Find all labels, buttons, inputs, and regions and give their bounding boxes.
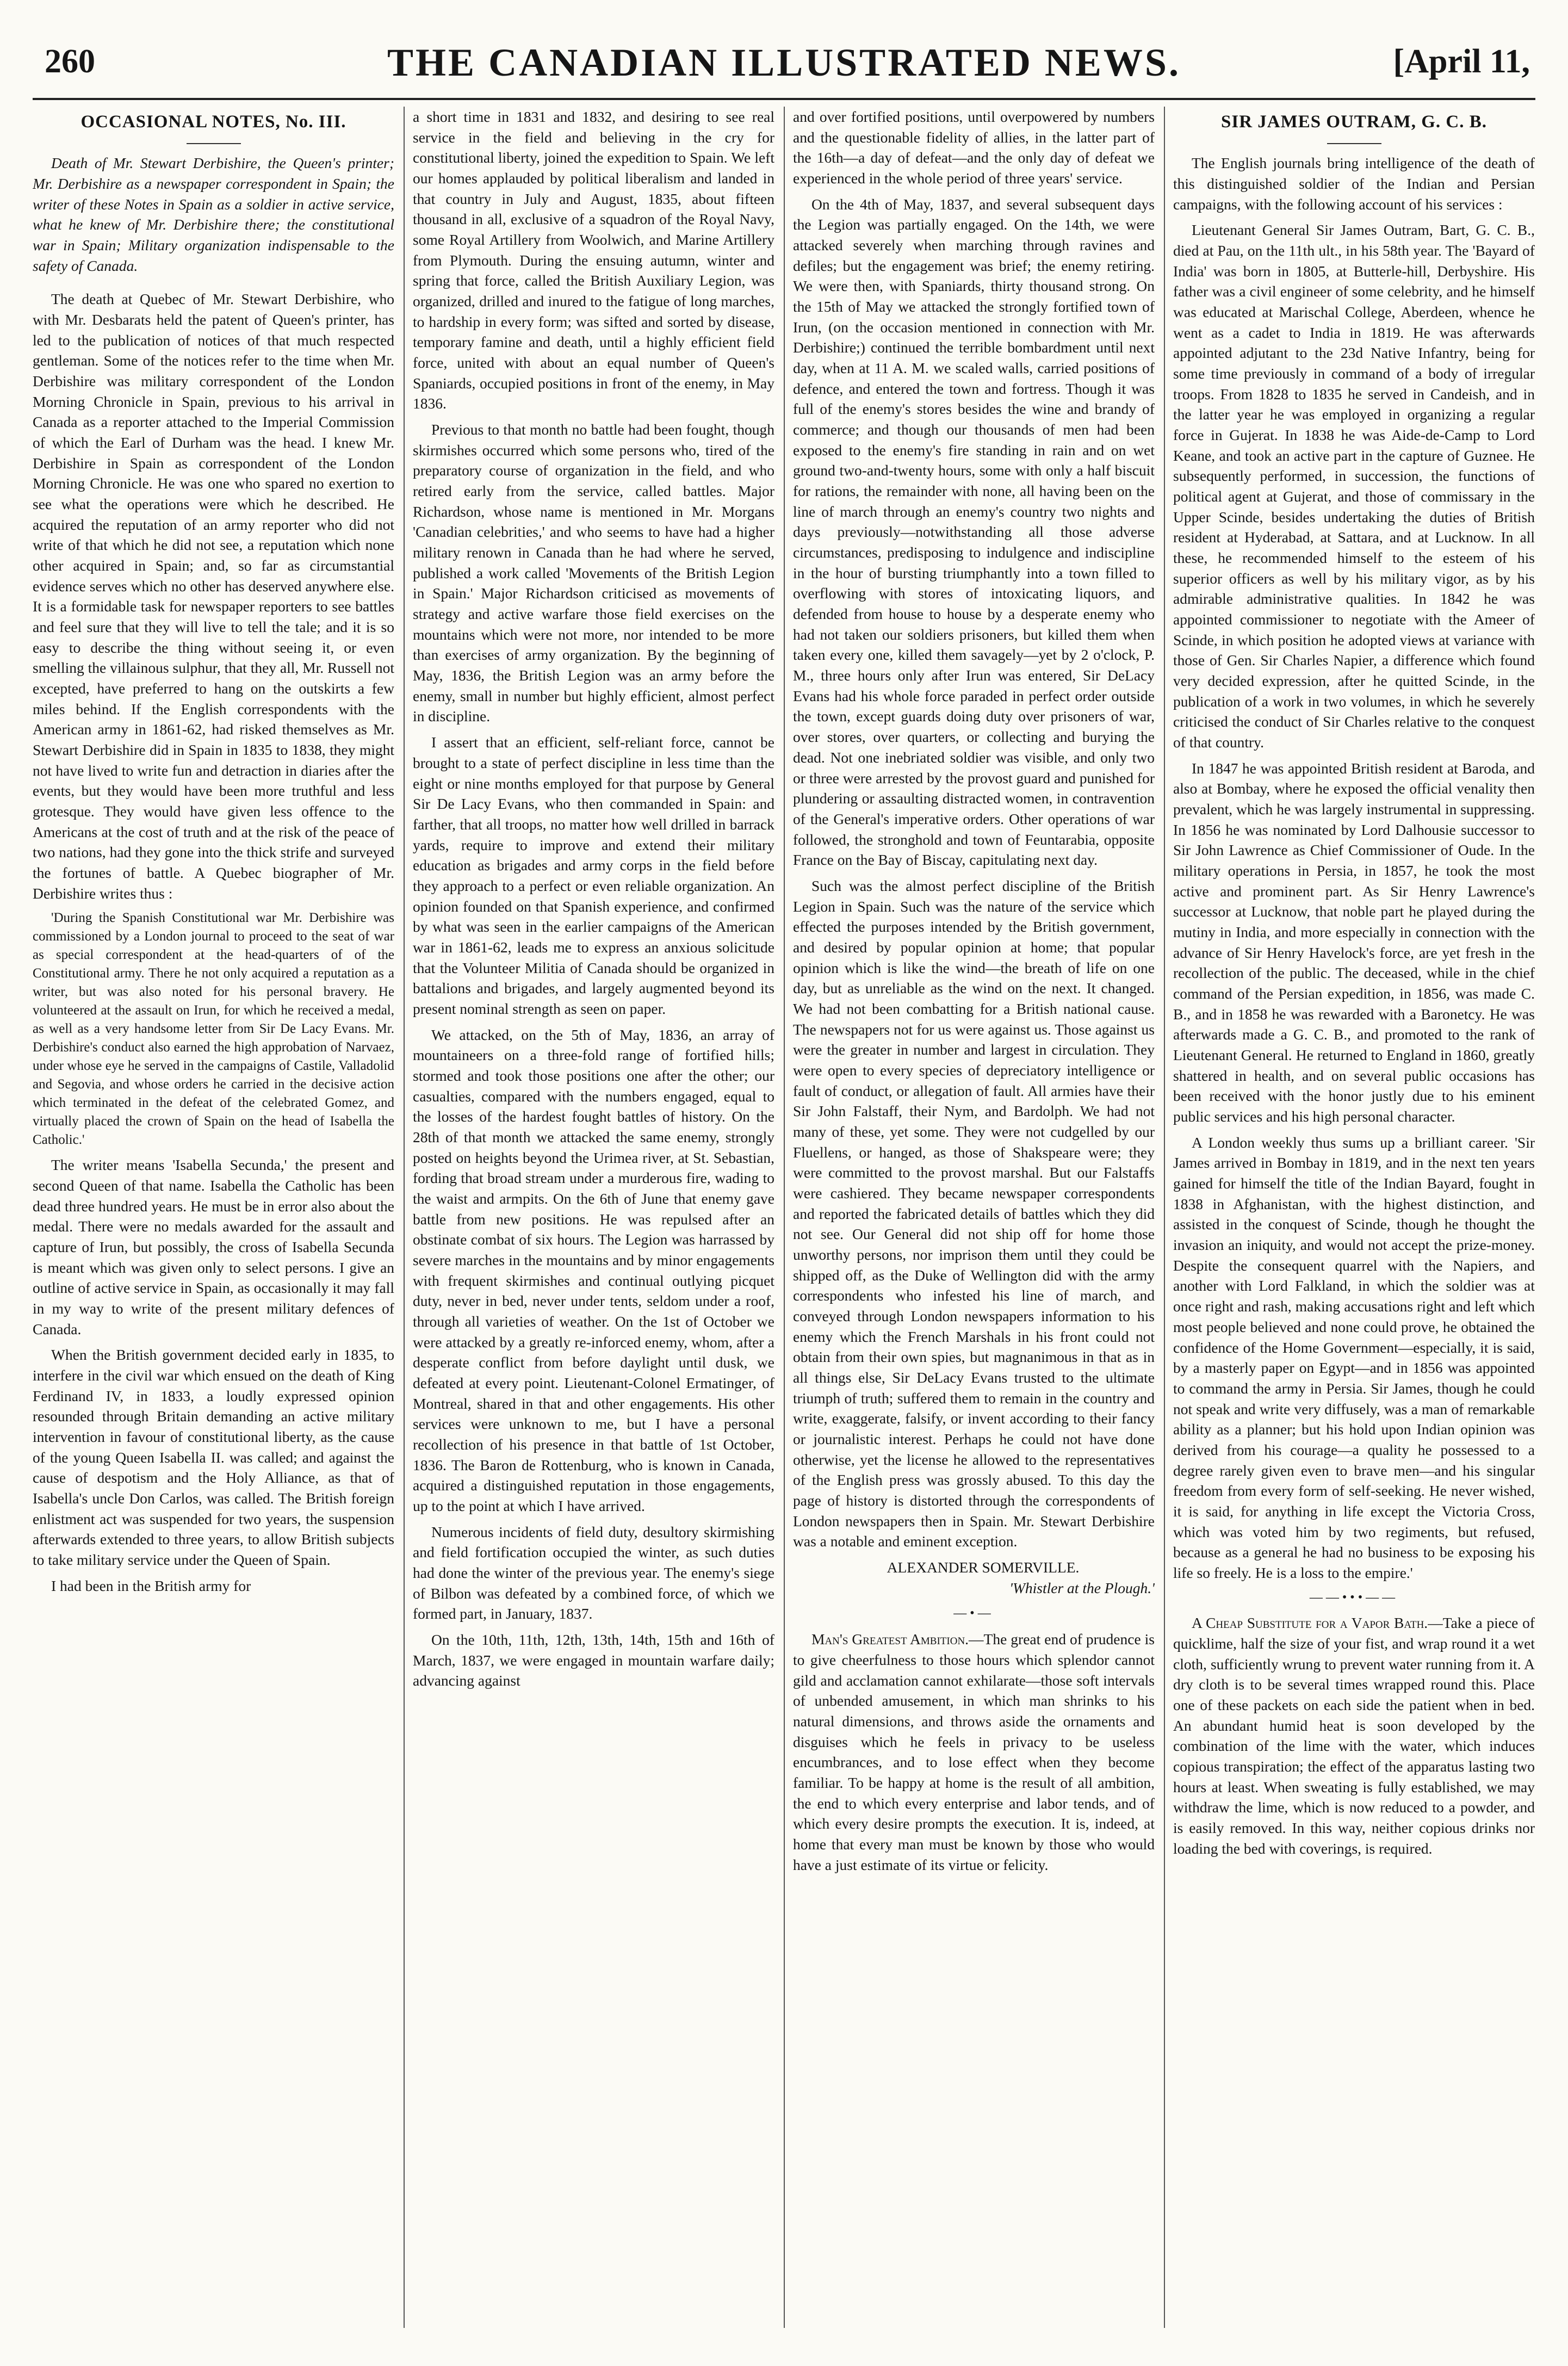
column-rule <box>1164 107 1165 2328</box>
column-1 <box>33 107 394 2328</box>
paragraph-vapor-bath <box>1173 1613 1535 1859</box>
paragraph: The writer means 'Isabella Secunda,' the present and second Queen of that name. Isabella the Catholic has been dead three hundred years. He must be in error also about the medal. There were no medals awarded for the assault and capture of Irun, but possibly, the cross of Isabella Secunda is meant which was given only to select persons. I give an outline of active service in Spain, as occasionally it may fall in my way to write of the present military defences of Canada. <box>33 1156 394 1337</box>
paragraph: Numerous incidents of field duty, desultory skirmishing and field fortification occupied the winter, as such duties had done the winter of the previous year. The enemy's siege of Bilbon was defeated by a combined force, of which we formed part, in January, 1837. <box>413 1523 774 1622</box>
paragraph-body: —Take a piece of quicklime, half the size of your fist, and wrap round it a wet cloth, sufficiently wrung to prevent water running from it. A dry cloth is to be several times wrapped round this. Place one of these packets on each side the patient when in bed. An abundant humid heat is soon developed by the combination of the lime with the water, which induces copious transpiration; the effect of the apparatus lasting two hours at least. When sweating is fully established, we may withdraw the lime, which is now reduced to a powder, and is easily removed. In this way, neither copious drinks nor loading the bed with coverings, is required. <box>1173 1614 1535 1857</box>
paragraph: In 1847 he was appointed British resident at Baroda, and also at Bombay, where he exposed the official venality then prevalent, which he was largely instrumental in suppressing. In 1856 he was nominated by Lord Dalhousie successor to Sir John Lawrence as Chief Commissioner of Oude. In the military operations in Persia, in 1857, he took the most active and prominent part. As Sir Henry Lawrence's successor at Lucknow, that noble part he played during the mutiny in India, and more especially in connection with the advance of Sir Henry Havelock's force, are yet fresh in the recollection of the public. The deceased, while in the chief command of the Persian expedition, in 1856, was made C. B., and in 1858 he was rewarded with a Baronetcy. He was afterwards made a G. C. B., and promoted to the rank of Lieutenant General. He returned to England in 1860, greatly shattered in health, and on several public occasions has been received with the honor justly due to his eminent public services and his high personal character. <box>1173 759 1535 1125</box>
paragraph: The English journals bring intelligence of the death of this distinguished soldier of the Indian and Persian campaigns, with the following account of his services : <box>1173 154 1535 213</box>
column-3 <box>793 107 1155 2328</box>
paragraph: When the British government decided early in 1835, to interfere in the civil war which ensued on the death of King Ferdinand IV, in 1833, a loudly expressed opinion resounded through Britain demanding an active military intervention in favour of constitutional liberty, as the cause of the young Queen Isabella II. was called; and against the cause of despotism and the Holy Alliance, as that of Isabella's uncle Don Carlos, was called. The British foreign enlistment act was suspended for two years, the suspension afterwards extended to three years, to allow British subjects to take military service under the Queen of Spain. <box>33 1346 394 1569</box>
author-byline: 'Whistler at the Plough.' <box>1009 1579 1155 1596</box>
section-divider-ornament: ——•••—— <box>1309 1590 1399 1605</box>
columns <box>33 107 1535 2328</box>
section-divider-ornament: —•— <box>953 1606 994 1621</box>
paragraph: I assert that an efficient, self-reliant force, cannot be brought to a state of perfect discipline in less time than the eight or nine months employed for that purpose by General Sir De Lacy Evans, who then commanded in Spain: and farther, that all troops, no matter how well drilled in barrack yards, require to improve and extend their military education as brigades and army corps in the field before they approach to a perfect or even reliable organization. An opinion founded on that Spanish experience, and confirmed by what was seen in the earlier campaigns of the American war in 1861-62, leads me to express an anxious solicitude that the Volunteer Militia of Canada should be organized in battalions and brigades, and largely augmented beyond its present nominal strength as seen on paper. <box>413 734 774 1017</box>
paragraph: and over fortified positions, until overpowered by numbers and the questionable fidelity of allies, in the latter part of the 16th—a day of defeat—and the only day of defeat we experienced in the whole period of three years' service. <box>793 108 1155 187</box>
author-signature: ALEXANDER SOMERVILLE. <box>887 1559 1080 1576</box>
paragraph: The death at Quebec of Mr. Stewart Derbishire, who with Mr. Desbarats held the patent of Queen's printer, has led to the publication of notices of that much respected gentleman. Some of the notices refer to the time when Mr. Derbishire was military correspondent of the London Morning Chronicle in Spain, previous to his arrival in Canada as a reporter attached to the Imperial Commission of which the Earl of Durham was the head. I knew Mr. Derbishire in Spain as correspondent of the London Morning Chronicle. He was one who spared no exertion to see what the operations were which he described. He acquired the reputation of an army reporter who did not write of that which he did not see, a reputation which none other acquired in Spain; and, so far as circumstantial evidence serves which no other has deserved anywhere else. It is a formidable task for newspaper reporters to see battles and feel sure that they will live to tell the tale; and it is so easy to describe the thing without seeing it, or even smelling the villainous sulphur, that they all, Mr. Russell not excepted, have preferred to hang on the outskirts a few miles behind. If the English correspondents with the American army in 1861-62, had risked themselves as Mr. Stewart Derbishire did in Spain in 1835 to 1838, they might not have lived to write fun and detraction in diaries after the events, but they would have been more truthful and less grotesque. They would have given less offence to the Americans at the cost of truth and at the risk of the peace of two nations, had they gone into the thick strife and surveyed the fortunes of battle. A Quebec biographer of Mr. Derbishire writes thus : <box>33 290 394 902</box>
column-4 <box>1173 107 1535 2328</box>
paragraph: On the 4th of May, 1837, and several subsequent days the Legion was partially engaged. On the 14th, we were attacked severely when marching through ravines and defiles; but the engagement was brief; the enemy retiring. We were then, with Spaniards, thirty thousand strong. On the 15th of May we attacked the strongly fortified town of Irun, (on the occasion mentioned in connection with Mr. Derbishire;) continued the terrible bombardment until next day, when at 11 A. M. we scaled walls, carried positions of defence, and entered the town and fortress. Though it was full of the enemy's stores besides the wine and brandy of commerce; and though our thousands of men had been exposed to the enemy's fire standing in rain and on wet ground two-and-twenty hours, some with only a half biscuit for rations, the remainder with none, all having been on the line of march through an enemy's country two nights and days previously—notwithstanding all those adverse circumstances, predisposing to indulgence and indiscipline in the hour of bursting triumphantly into a town filled to overflowing with stores of intoxicating liquors, and defended from house to house by a desperate enemy who had not taken our soldiers prisoners, but killed them when taken every one, killed them savagely—yet by 2 o'clock, P. M., three hours only after Irun was entered, Sir DeLacy Evans had his whole force paraded in perfect order outside the town, except guards doing duty over prisoners of war, over stores, over quarters, or collecting and burying the dead. Not one inebriated soldier was visible, and only two or three were arrested by the provost guard and punished for plundering or assaulting distracted women, in contravention of the General's imperative orders. Other operations of war followed, the stronghold and town of Feuntarabia, opposite France on the Bay of Biscay, capitulating next day. <box>793 195 1155 869</box>
paragraph-lead-in: A Cheap Substitute for a Vapor Bath. <box>1192 1614 1428 1632</box>
paragraph: A London weekly thus sums up a brilliant career. 'Sir James arrived in Bombay in 1819, and in the next ten years gained for himself the title of the Indian Bayard, fought in 1838 in Afghanistan, with the highest distinction, and assisted in the conquest of Scinde, though he thought the invasion an iniquity, and would not accept the prize-money. Despite the consequent quarrel with the Napiers, and another with Lord Falkland, in which the soldier was at once right and rash, making accusations right and left which most people believed and none could prove, he obtained the confidence of the Home Government—especially, it is said, by a masterly paper on Egypt—and in 1856 was appointed to command the army in Persia. Sir James, though he could not speak and write very diffusely, was a man of remarkable ability as a planner; but his hold upon Indian opinion was derived from his courage—a quality he possessed to a degree rarely given even to brave men—and his singular freedom from every form of self-seeking. He never wished, it is said, for anything in life except the Victoria Cross, which was voted him by two regiments, but refused, because as a general he had no business to be exposing his life so freely. He is a loss to the empire.' <box>1173 1134 1535 1581</box>
paragraph-mans-greatest-ambition <box>793 1629 1155 1875</box>
page-number: 260 <box>45 43 95 80</box>
article-summary: Death of Mr. Stewart Derbishire, the Queen's printer; Mr. Derbishire as a newspaper correspondent in Spain; the writer of these Notes in Spain as a soldier in active service, what he knew of Mr. Derbishire there; the constitutional war in Spain; Military organization indispensable to the safety of Canada. <box>33 154 394 274</box>
paragraph: We attacked, on the 5th of May, 1836, an array of mountaineers on a three-fold range of fortified hills; stormed and took those positions one after the other; our casualties, compared with the numbers engaged, equal to the losses of the hardest fought battles of history. On the 28th of that month we attacked the same enemy, strongly posted on heights beyond the Urimea river, at St. Sebastian, fording that broad stream under a murderous fire, wading to the waist and armpits. On the 6th of June that enemy gave battle from new positions. He was repulsed after an obstinate combat of six hours. The Legion was harrassed by severe marches in the mountains and by minor engagements with frequent skirmishes and continual outlying picquet duty, never in bed, never under tents, seldom under a roof, through all varieties of weather. On the 1st of October we were attacked by a greatly re-inforced enemy, whom, after a desperate conflict from before daylight until dusk, we defeated at every point. Lieutenant-Colonel Ermatinger, of Montreal, shared in that and other engagements. His other services were unknown to me, but I have a personal recollection of his presence in that battle of 1st October, 1836. The Baron de Rottenburg, who is known in Canada, acquired a distinguished reputation in those engagements, up to the point at which I have arrived. <box>413 1026 774 1515</box>
paragraph: I had been in the British army for <box>51 1577 251 1594</box>
paragraph-body: —The great end of prudence is to give cheerfulness to those hours which splendor cannot gild and acclamation cannot exhilarate—those soft intervals of unbended amusement, in which man shrinks to his natural dimensions, and throws aside the ornaments and disguises which he feels in privacy to be useless encumbrances, and to lose effect when they become familiar. To be happy at home is the result of all ambition, the end to which every enterprise and labor tends, and of which every desire prompts the execution. It is, indeed, at home that every man must be known by those who would have a just estimate of its virtue or felicity. <box>793 1631 1155 1873</box>
heading-divider <box>1327 143 1381 144</box>
newspaper-title: THE CANADIAN ILLUSTRATED NEWS. <box>387 41 1181 84</box>
heading-divider <box>187 143 241 144</box>
paragraph: Such was the almost perfect discipline of the British Legion in Spain. Such was the nature of the service which effected the purposes intended by the British government, and desired by popular opinion at home; that popular opinion which is like the wind—the breath of life on one day, but as unreliable as the wind on the next. It changed. We had not been combatting for a British national cause. The newspapers not for us were against us. Those against us were the greater in number and largest in circulation. They were open to every species of depreciatory intelligence or fault of conduct, or allegation of fault. All armies have their Sir John Falstaff, their Nym, and Bardolph. We had not many of these, yet some. They were not cudgelled by our Fluellens, or hanged, as those of Shakspeare were; they were committed to the provost marshal. But our Falstaffs were cashiered. They became newspaper correspondents and reported the fabricated details of battles which they did not see. Our General did not ship off for home those unworthy persons, nor imprison them until they could be shipped off, as the Duke of Wellington did with the army correspondents who infested his line of march, and conveyed through London newspapers information to his enemy which the French Marshals in his front could not obtain from their own spies, but magnanimous in that as in all things else, Sir DeLacy Evans trusted to the ultimate triumph of truth; suffered them to remain in the country and write, exaggerate, falsify, or invent according to their fancy or journalistic interest. Perhaps he could not have done otherwise, yet the license he allowed to the representatives of the English press was grossly abused. To this day the page of history is distorted through the correspondents of London newspapers then in Spain. Mr. Stewart Derbishire was a notable and eminent exception. <box>793 877 1155 1550</box>
column-rule <box>404 107 405 2328</box>
column-rule <box>784 107 785 2328</box>
issue-date: [April 11, <box>1393 43 1530 80</box>
paragraph: On the 10th, 11th, 12th, 13th, 14th, 15th and 16th of March, 1837, we were engaged in mountain warfare daily; advancing against <box>413 1631 774 1689</box>
masthead <box>33 33 1535 100</box>
quoted-paragraph: 'During the Spanish Constitutional war Mr. Derbishire was commissioned by a London journal to proceed to the seat of war as special correspondent at the head-quarters of of the Constitutional army. There he not only acquired a reputation as a writer, but was also noted for his personal bravery. He volunteered at the assault on Irun, for which he received a medal, as well as a very handsome letter from Sir De Lacy Evans. Mr. Derbishire's conduct also earned the high approbation of Narvaez, under whose eye he served in the campaigns of Castile, Valladolid and Segovia, and whose orders he carried in the decisive action which terminated in the defeat of the celebrated Gomez, and virtually placed the crown of Spain on the head of Isabella the Catholic.' <box>33 911 394 1148</box>
paragraph: Previous to that month no battle had been fought, though skirmishes occurred which some persons who, tired of the preparatory course of organization in the field, and who retired early from the service, called battles. Major Richardson, whose name is mentioned in Mr. Morgans 'Canadian celebrities,' and who seems to have had a higher military renown in Canada than he had where he served, published a work called 'Movements of the British Legion in Spain.' Major Richardson criticised as movements of strategy and active warfare those field exercises on the mountains which were not more, nor intended to be more than exercises of army organization. By the beginning of May, 1836, the British Legion was an army before the enemy, small in number but highly efficient, almost perfect in discipline. <box>413 421 774 725</box>
paragraph: Lieutenant General Sir James Outram, Bart, G. C. B., died at Pau, on the 11th ult., in his 58th year. The 'Bayard of India' was born in 1805, at Butterle-hill, Derbyshire. His father was a civil engineer of some celebrity, and he himself was educated at Marischal College, Aberdeen, whence he went as a cadet to India in 1819. He was afterwards appointed adjutant to the 23d Native Infantry, being for some time previously in command of a body of irregular troops. From 1828 to 1835 he served in Candeish, and in the latter year he was employed in organizing a regular force in Gujerat. In 1838 he was Aide-de-Camp to Lord Keane, and took an active part in the capture of Guznee. He subsequently performed, in succession, the functions of political agent at Gujerat, and those of commissary in the Upper Scinde, besides undertaking the duties of British resident at Hyderabad, at Sattara, and at Lucknow. In all these, he recommended himself to the esteem of his superior officers as well by his military vigor, as by his admirable administrative qualities. In 1842 he was appointed commissioner to negotiate with the Ameer of Scinde, in which position he adopted views at variance with those of Gen. Sir Charles Napier, a difference which found very decided expression, after he quitted Scinde, in the publication of a work in two volumes, in which he severely criticised the conduct of Sir Charles relative to the conquest of that country. <box>1173 221 1535 751</box>
article-heading-occasional-notes: OCCASIONAL NOTES, No. III. <box>80 112 346 132</box>
newspaper-page <box>33 33 1535 2328</box>
paragraph-lead-in: Man's Greatest Ambition. <box>811 1631 969 1648</box>
paragraph: a short time in 1831 and 1832, and desiring to see real service in the field and believing in the cry for constitutional liberty, joined the expedition to Spain. We left our homes applauded by political liberalism and landed in that country in July and August, 1835, about fifteen thousand in all, exclusive of a squadron of the Royal Navy, some Royal Artillery from Woolwich, and Marine Artillery from Plymouth. During the ensuing autumn, winter and spring that force, called the British Auxiliary Legion, was organized, drilled and inured to the fatigue of long marches, to hardship in every form; was sifted and sorted by disease, temporary famine and death, until a highly efficient field force, united with about an equal number of Queen's Spaniards, occupied positions in front of the enemy, in May 1836. <box>413 108 774 412</box>
column-2 <box>413 107 774 2328</box>
article-heading-outram: SIR JAMES OUTRAM, G. C. B. <box>1221 112 1487 132</box>
